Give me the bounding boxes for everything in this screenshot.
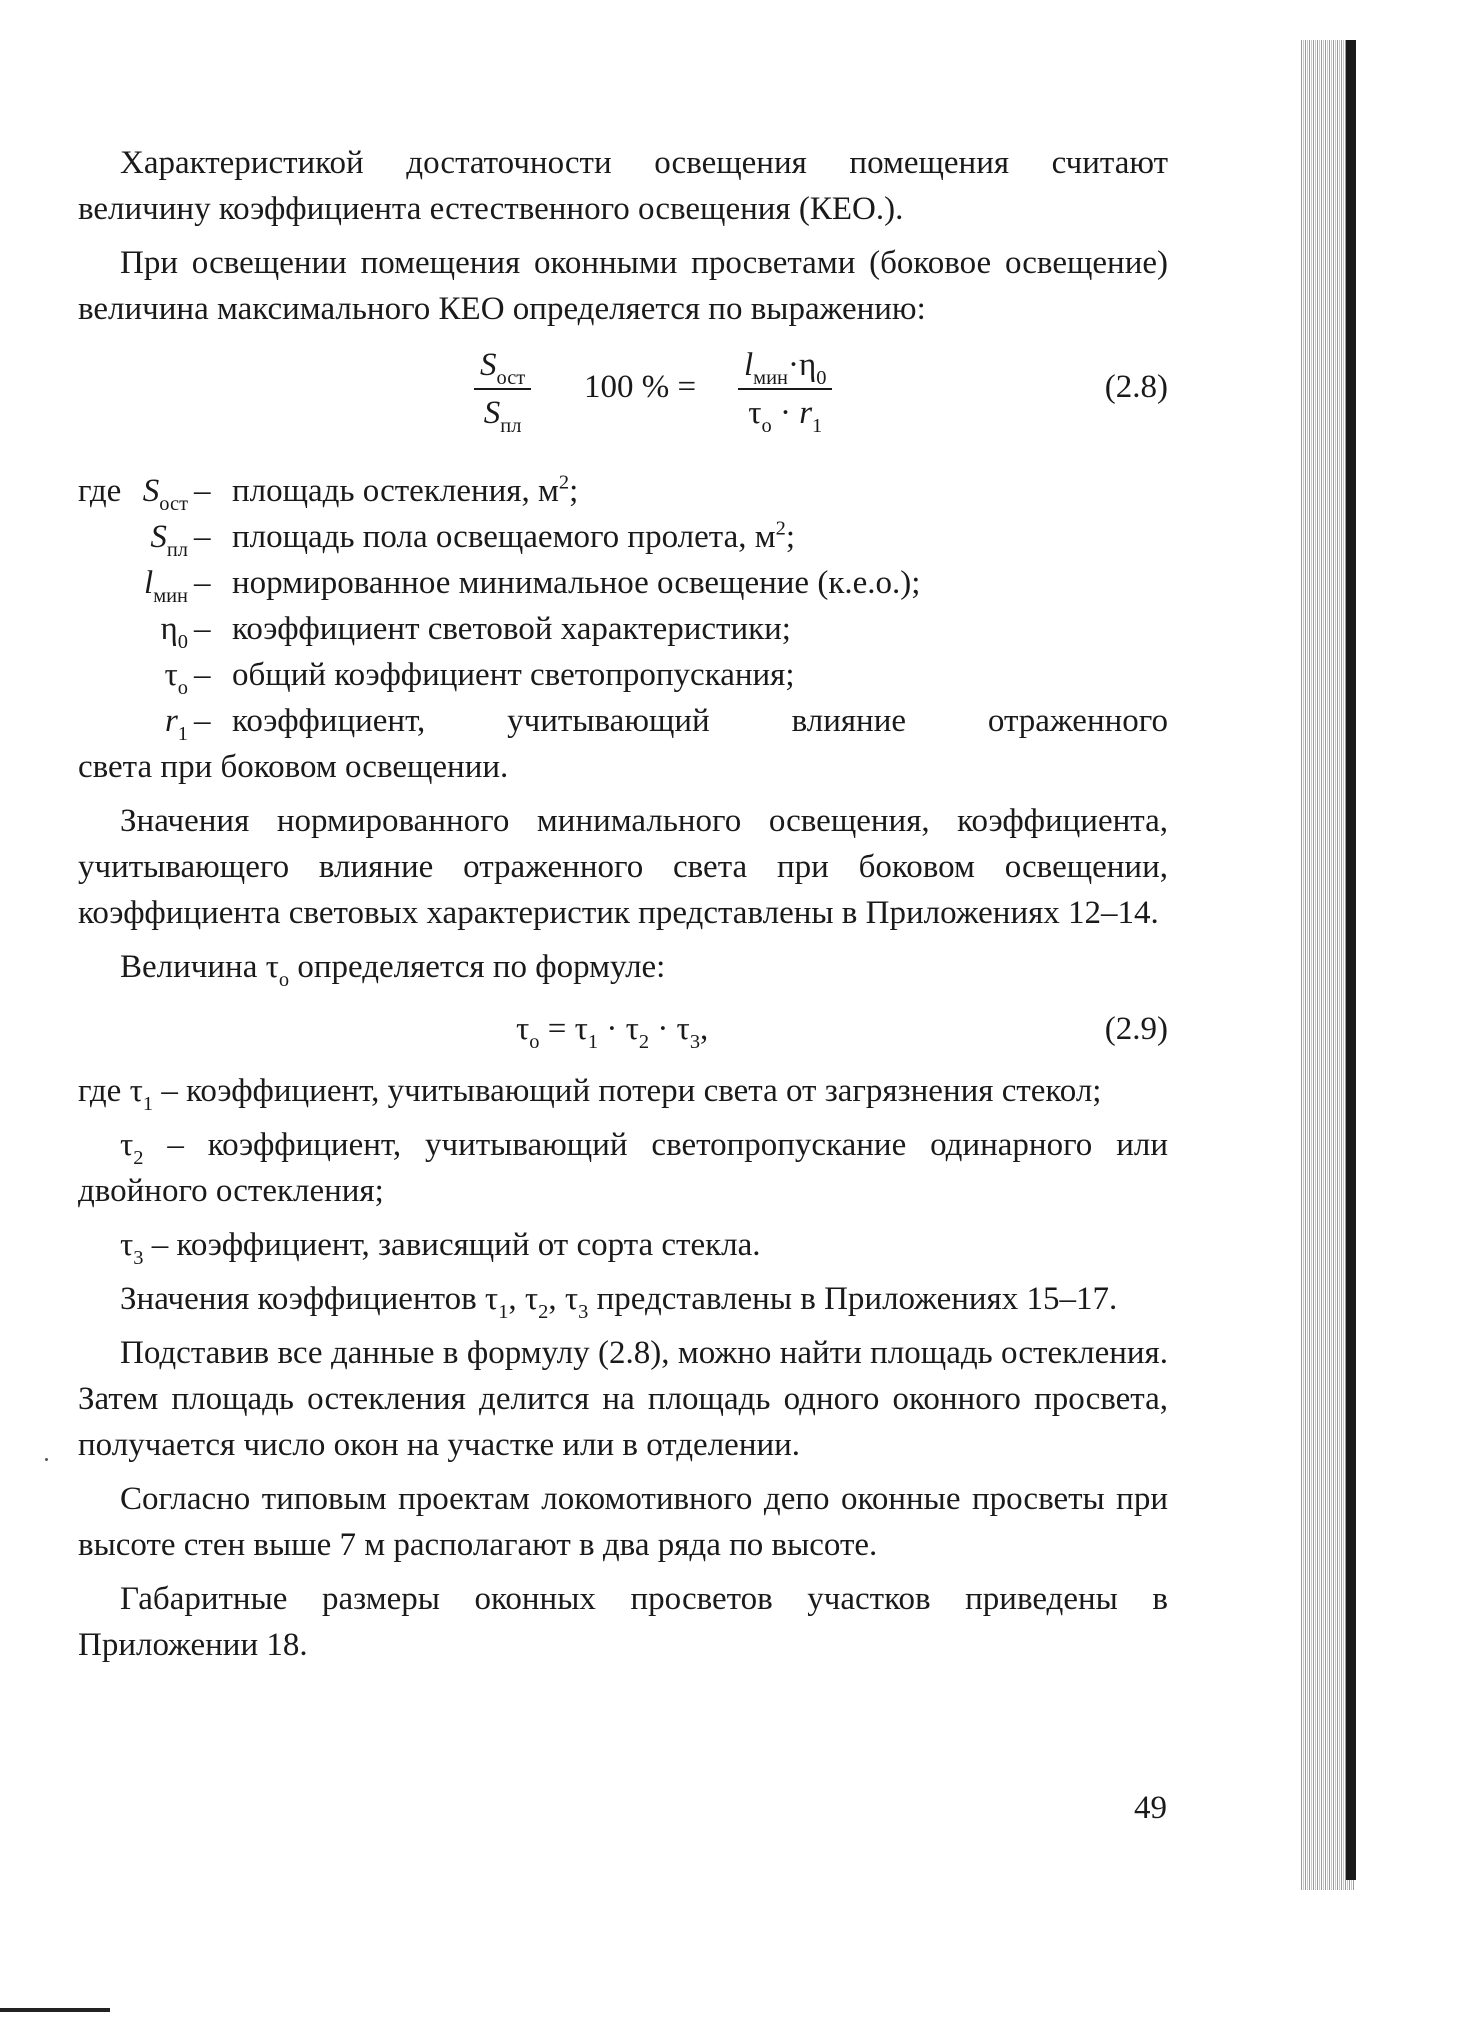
scan-corner-stroke — [0, 2008, 110, 2012]
page-edge-shadow — [1346, 40, 1356, 1880]
formula-hundred-percent: 100 % = — [584, 369, 697, 405]
paragraph-5: Значения коэффициентов $\tau_1$, $\tau_2$, $\tau_3$ представлены в Приложениях 15–17. — [120, 1281, 1118, 1324]
equation-number-2-9: (2.9) — [1104, 1011, 1168, 1047]
scan-speck — [45, 1458, 48, 1461]
where-item-s-ost: где $S_{ост}$ – площадь остекления, $м^2$; — [78, 471, 579, 516]
formula-2-9 — [78, 1000, 1168, 1062]
fraction-l-eta: $l_{мин}\cdot\eta_0$ $\tau_о \cdot r_1$ — [738, 342, 832, 436]
where-item-tau1: где $\tau_1$ – коэффициент, учитывающий потери света от загрязнения стекол; — [78, 1073, 1102, 1116]
formula-tau-product: $\tau_о = \tau_1 \cdot \tau_2 \cdot \tau_3$, — [516, 1011, 709, 1054]
where-item-tau: $\tau_о$ – общий коэффициент светопропускания; — [164, 657, 795, 700]
where-item-eta: $\eta_0$ – коэффициент световой характеристики; — [160, 611, 791, 654]
paragraph-4: Величина $\tau_о$ определяется по формуле: — [120, 949, 666, 992]
where-item-r1: $r_1$ – коэффициент, учитывающий влияние отраженного — [164, 703, 1168, 746]
where-item-tau2: $\tau_2$ – коэффициент, учитывающий светопропускание одинарного или двойного остекления; — [78, 1127, 1168, 1209]
paragraph-1: Характеристикой достаточности освещения помещения считают величину коэффициента естественного освещения (КЕО.). — [78, 145, 1168, 227]
where-item-tau3: $\tau_3$ – коэффициент, зависящий от сорта стекла. — [120, 1227, 761, 1270]
paragraph-7: Согласно типовым проектам локомотивного депо оконные просветы при высоте стен выше 7 м располагают в два ряда по высоте. — [78, 1481, 1168, 1563]
formula-2-8 — [78, 342, 1168, 462]
fraction-s-ratio: $S_{ост}$ $S_{пл}$ — [474, 342, 531, 436]
where-item-l-min: $l_{мин}$ – нормированное минимальное освещение (к.е.о.); — [144, 565, 921, 608]
paragraph-6: Подставив все данные в формулу (2.8), можно найти площадь остекления. Затем площадь остекления делится на площадь одного оконного просвета, получается число окон на участке или в отделении. — [78, 1335, 1168, 1463]
paragraph-2: При освещении помещения оконными просветами (боковое освещение) величина максимального КЕО определяется по выражению: — [78, 245, 1168, 327]
paragraph-8: Габаритные размеры оконных просветов участков приведены в Приложении 18. — [78, 1581, 1168, 1663]
equation-number-2-8: (2.8) — [1104, 369, 1168, 405]
paragraph-3: Значения нормированного минимального освещения, коэффициента, учитывающего влияние отраженного света при боковом освещении, коэффициента световых характеристик представлены в Приложениях 12–14. — [78, 803, 1168, 931]
where-item-r1-continued: света при боковом освещении. — [78, 749, 509, 785]
where-item-s-pl: $S_{пл}$ – площадь пола освещаемого пролета, $м^2$; — [150, 517, 796, 562]
page-number: 49 — [1134, 1790, 1167, 1826]
page-body — [78, 140, 1168, 1676]
